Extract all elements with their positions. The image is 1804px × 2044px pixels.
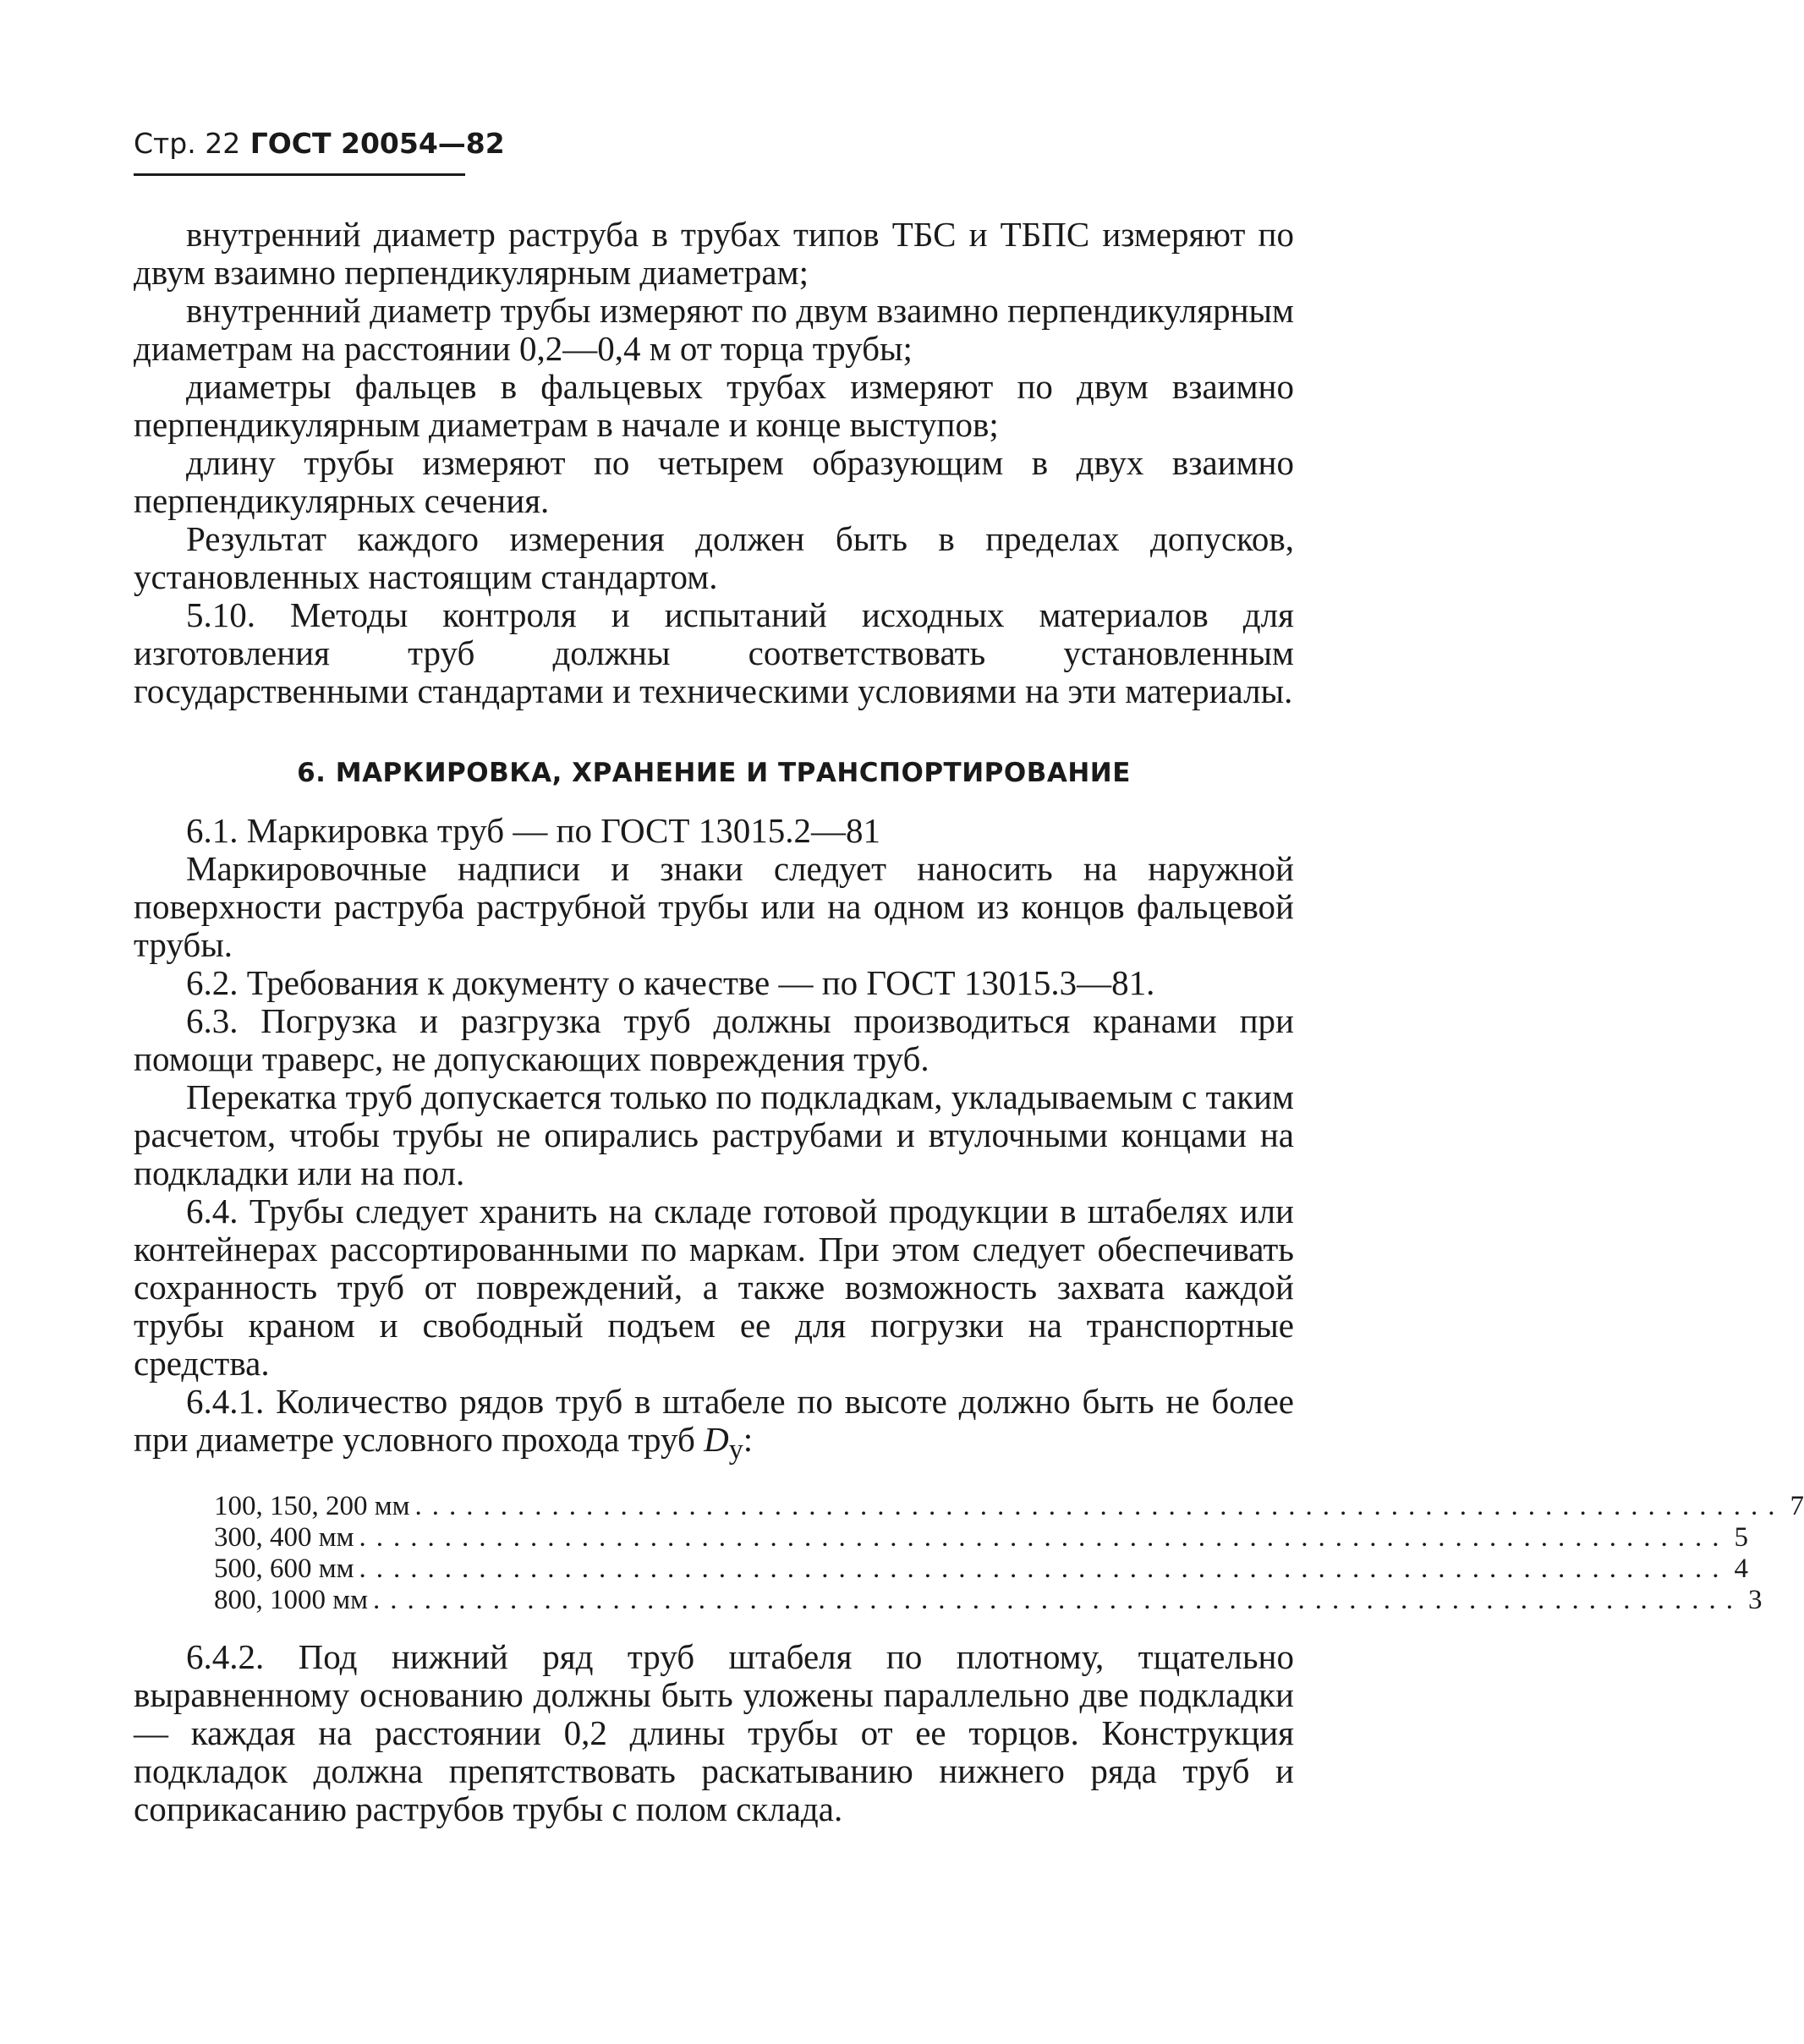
table-row xyxy=(214,1554,1749,1585)
paragraph-6-3: 6.3. Погрузка и разгрузка труб должны производиться кранами при помощи траверс, не допускающих повреждения труб. xyxy=(134,1001,1294,1078)
table-row xyxy=(214,1585,1763,1616)
table-row xyxy=(214,1491,1804,1522)
stack-rows-table xyxy=(214,1491,1804,1616)
diameter-symbol: D xyxy=(704,1420,729,1459)
paragraph: Перекатка труб допускается только по подкладкам, укладываемым с таким расчетом, чтобы трубы не опирались раструбами и втулочными концами на подкладки или на пол. xyxy=(134,1077,1294,1192)
row-label: 800, 1000 мм xyxy=(214,1585,369,1616)
paragraph-5-10: 5.10. Методы контроля и испытаний исходных материалов для изготовления труб должны соответствовать установленным государственными стандартами и техническими условиями на эти материалы. xyxy=(134,595,1294,710)
dot-leader: ................................................................................ xyxy=(373,1585,1744,1616)
colon: : xyxy=(743,1420,754,1459)
dot-leader: ................................................................................ xyxy=(414,1491,1785,1522)
paragraph: Результат каждого измерения должен быть в пределах допусков, установленных настоящим стандартом. xyxy=(134,519,1294,596)
row-label: 100, 150, 200 мм xyxy=(214,1491,410,1522)
row-label: 300, 400 мм xyxy=(214,1522,354,1554)
document-body xyxy=(134,215,1804,1829)
dot-leader: ................................................................................ xyxy=(359,1554,1730,1585)
page-number: Стр. 22 xyxy=(134,127,241,160)
paragraph-6-4-1-text: 6.4.1. Количество рядов труб в штабеле по высоте должно быть не более при диаметре условного прохода труб xyxy=(134,1382,1294,1459)
standard-code: ГОСТ 20054—82 xyxy=(249,127,505,160)
paragraph: внутренний диаметр трубы измеряют по двум взаимно перпендикулярным диаметрам на расстоянии 0,2—0,4 м от торца трубы; xyxy=(134,291,1294,368)
paragraph-6-4: 6.4. Трубы следует хранить на складе готовой продукции в штабелях или контейнерах рассортированными по маркам. При этом следует обеспечивать сохранность труб от повреждений, а также возможность захвата каждой трубы краном и свободный подъем ее для погрузки на транспортные средства. xyxy=(134,1192,1294,1383)
paragraph: Маркировочные надписи и знаки следует наносить на наружной поверхности раструба раструбной трубы или на одном из концов фальцевой трубы. xyxy=(134,849,1294,964)
row-value: 7 xyxy=(1790,1491,1804,1522)
table-row xyxy=(214,1522,1749,1554)
paragraph-6-1: 6.1. Маркировка труб — по ГОСТ 13015.2—81 xyxy=(186,811,880,850)
page-header xyxy=(134,127,505,160)
paragraph: диаметры фальцев в фальцевых трубах измеряют по двум взаимно перпендикулярным диаметрам в начале и конце выступов; xyxy=(134,367,1294,444)
paragraph: внутренний диаметр раструба в трубах типов ТБС и ТБПС измеряют по двум взаимно перпендикулярным диаметрам; xyxy=(134,215,1294,292)
dot-leader: ................................................................................ xyxy=(359,1522,1730,1554)
paragraph: длину трубы измеряют по четырем образующим в двух взаимно перпендикулярных сечения. xyxy=(134,443,1294,520)
row-label: 500, 600 мм xyxy=(214,1554,354,1585)
header-rule xyxy=(134,173,465,176)
paragraph-6-2: 6.2. Требования к документу о качестве — по ГОСТ 13015.3—81. xyxy=(186,963,1155,1002)
paragraph-6-4-1 xyxy=(134,1383,1294,1469)
row-value: 5 xyxy=(1734,1522,1749,1554)
section-title: 6. МАРКИРОВКА, ХРАНЕНИЕ И ТРАНСПОРТИРОВАНИЕ xyxy=(297,758,1131,788)
paragraph-6-4-2: 6.4.2. Под нижний ряд труб штабеля по плотному, тщательно выравненному основанию должны быть уложены параллельно две подкладки — каждая на расстоянии 0,2 длины трубы от ее торцов. Конструкция подкладок должна препятствовать раскатыванию нижнего ряда труб и соприкасанию раструбов трубы с полом склада. xyxy=(134,1637,1294,1829)
row-value: 3 xyxy=(1748,1585,1763,1616)
diameter-subscript: у xyxy=(728,1434,743,1466)
row-value: 4 xyxy=(1734,1554,1749,1585)
